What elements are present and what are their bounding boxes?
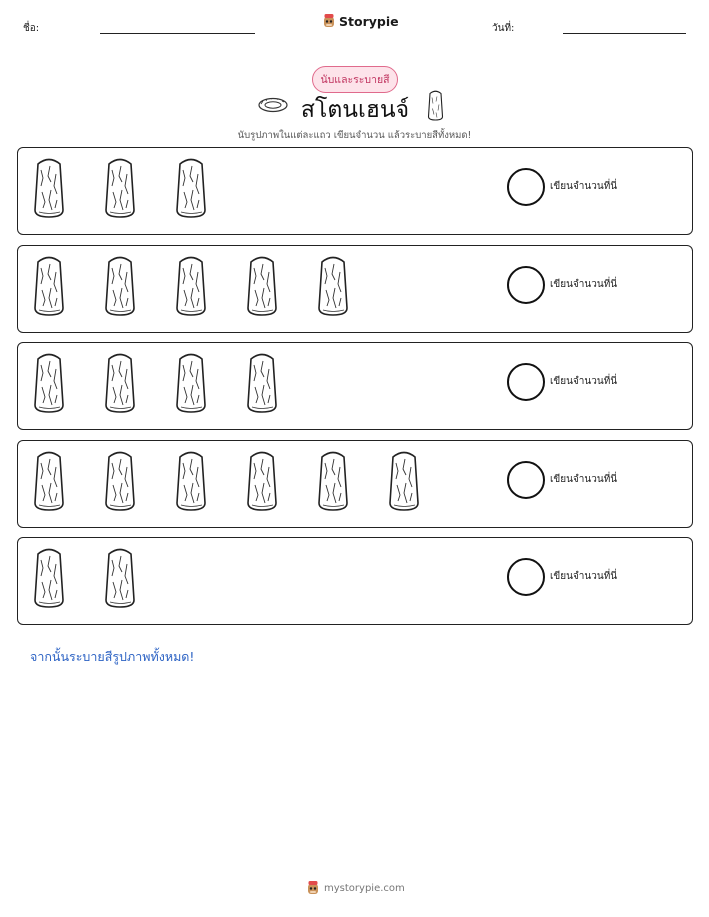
- date-field-line[interactable]: [563, 33, 686, 34]
- standing-stone-icon: [314, 449, 352, 513]
- instructions-text: นับรูปภาพในแต่ละแถว เขียนจำนวน แล้วระบายสีทั้งหมด!: [237, 130, 472, 141]
- count-row: [17, 342, 693, 430]
- storypie-mascot-icon: [306, 880, 320, 896]
- name-label: ชื่อ:: [23, 23, 40, 34]
- count-row: [17, 440, 693, 528]
- brand-logo: [322, 13, 399, 29]
- answer-circle[interactable]: [507, 266, 545, 304]
- standing-stone-icon: [101, 254, 139, 318]
- standing-stone-icon: [172, 449, 210, 513]
- standing-stone-icon: [385, 449, 423, 513]
- answer-label: เขียนจำนวนที่นี่: [550, 376, 618, 387]
- standing-stone-icon: [314, 254, 352, 318]
- standing-stone-icon: [172, 351, 210, 415]
- footer-url: mystorypie.com: [324, 882, 405, 894]
- standing-stone-icon: [30, 449, 68, 513]
- standing-stone-icon: [172, 254, 210, 318]
- count-row: [17, 147, 693, 235]
- activity-badge: นับและระบายสี: [312, 66, 398, 93]
- standing-stone-icon: [101, 546, 139, 610]
- standing-stone-icon: [243, 254, 281, 318]
- count-row: [17, 537, 693, 625]
- standing-stone-icon: [172, 156, 210, 220]
- standing-stone-icon: [30, 254, 68, 318]
- answer-circle[interactable]: [507, 363, 545, 401]
- coloring-note: จากนั้นระบายสีรูปภาพทั้งหมด!: [30, 649, 195, 664]
- standing-stone-icon: [101, 351, 139, 415]
- answer-label: เขียนจำนวนที่นี่: [550, 473, 618, 485]
- standing-stone-icon: [30, 351, 68, 415]
- answer-label: เขียนจำนวนที่นี่: [550, 571, 618, 582]
- standing-stone-icon: [30, 156, 68, 220]
- count-row: [17, 245, 693, 333]
- standing-stone-icon: [101, 156, 139, 220]
- brand-name: Storypie: [339, 13, 399, 29]
- standing-stone-icon: [243, 351, 281, 415]
- answer-label: เขียนจำนวนที่นี่: [550, 278, 618, 290]
- standing-stone-icon: [426, 89, 445, 122]
- date-label: วันที่:: [492, 23, 515, 34]
- stone-circle-icon: [257, 96, 289, 114]
- answer-circle[interactable]: [507, 168, 545, 206]
- answer-circle[interactable]: [507, 461, 545, 499]
- answer-circle[interactable]: [507, 558, 545, 596]
- standing-stone-icon: [101, 449, 139, 513]
- answer-label: เขียนจำนวนที่นี่: [550, 181, 618, 192]
- footer-brand: [306, 880, 405, 896]
- name-field-line[interactable]: [100, 33, 255, 34]
- storypie-mascot-icon: [322, 13, 336, 29]
- page-title: สโตนเฮนจ์: [300, 97, 410, 123]
- standing-stone-icon: [243, 449, 281, 513]
- standing-stone-icon: [30, 546, 68, 610]
